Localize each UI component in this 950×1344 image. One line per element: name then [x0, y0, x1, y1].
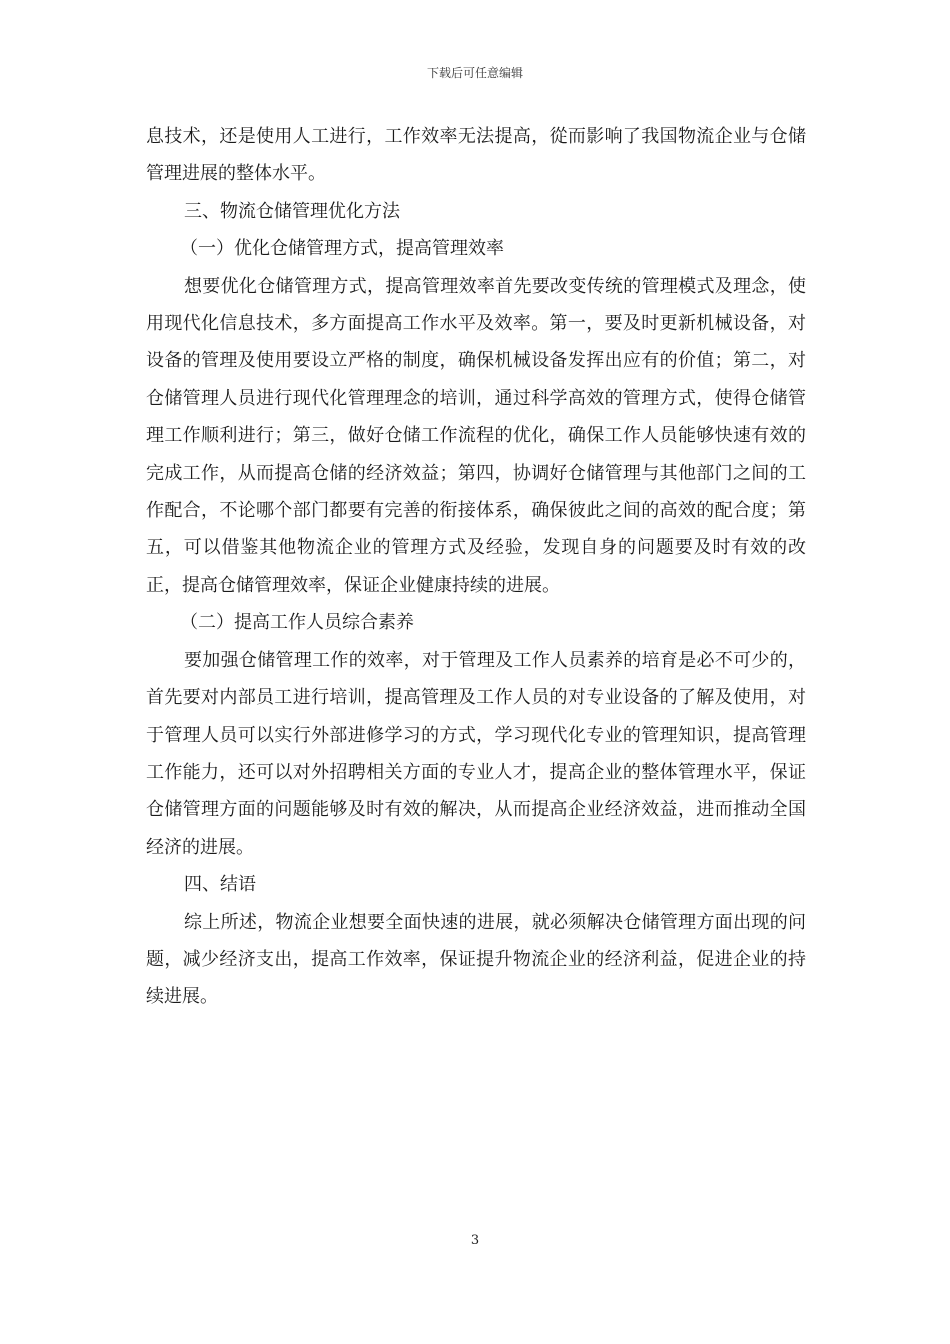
paragraph-continuation: 息技术，还是使用人工进行，工作效率无法提高，從而影响了我国物流企业与仓储管理进展的整体水平。 — [146, 126, 806, 185]
section-heading-optimization-methods: 三、物流仓储管理优化方法 — [184, 200, 400, 222]
document-body — [146, 118, 806, 1016]
section-heading-conclusion: 四、结语 — [184, 874, 256, 896]
subsection-heading-management-style: （一）优化仓储管理方式，提高管理效率 — [180, 238, 504, 260]
paragraph-staff-quality: 要加强仓储管理工作的效率，对于管理及工作人员素养的培育是必不可少的，首先要对内部员工进行培训，提高管理及工作人员的对专业设备的了解及使用，对于管理人员可以实行外部进修学习的方式，学习现代化专业的管理知识，提高管理工作能力，还可以对外招聘相关方面的专业人才，提高企业的整体管理水平，保证仓储管理方面的问题能够及时有效的解决，从而提高企业经济效益，进而推动全国经济的进展。 — [146, 649, 806, 858]
page-header: 下载后可任意编辑 — [426, 66, 523, 80]
paragraph-conclusion: 综上所述，物流企业想要全面快速的进展，就必须解决仓储管理方面出现的问题，减少经济支出，提高工作效率，保证提升物流企业的经济利益，促进企业的持续进展。 — [146, 911, 806, 1008]
page-number: 3 — [470, 1233, 480, 1248]
subsection-heading-staff-quality: （二）提高工作人员综合素养 — [180, 612, 414, 634]
paragraph-management-style: 想要优化仓储管理方式，提高管理效率首先要改变传统的管理模式及理念，使用现代化信息技术，多方面提高工作水平及效率。第一，要及时更新机械设备，对设备的管理及使用要设立严格的制度，确保机械设备发挥出应有的价值；第二，对仓储管理人员进行现代化管理理念的培训，通过科学高效的管理方式，使得仓储管理工作顺利进行；第三，做好仓储工作流程的优化，确保工作人员能够快速有效的完成工作，从而提高仓储的经济效益；第四，协调好仓储管理与其他部门之间的工作配合，不论哪个部门都要有完善的衔接体系，确保彼此之间的高效的配合度；第五，可以借鉴其他物流企业的管理方式及经验，发现自身的问题要及时有效的改正，提高仓储管理效率，保证企业健康持续的进展。 — [146, 275, 806, 596]
